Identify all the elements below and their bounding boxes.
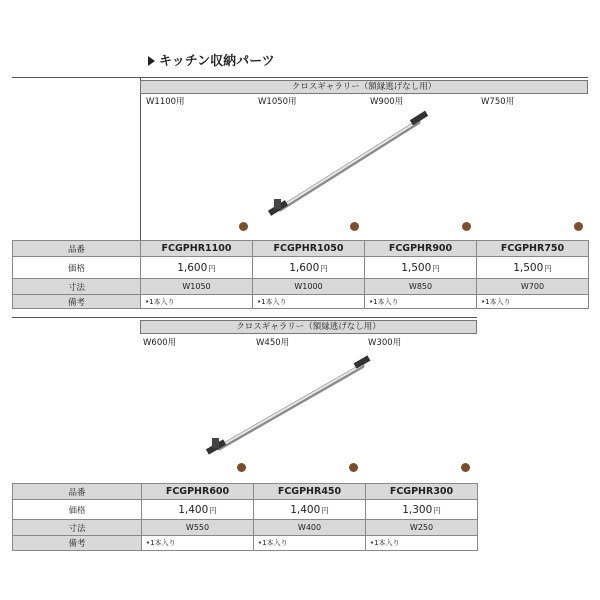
section1-caption: クロスギャラリー（額縁逃げなし用） [140, 80, 588, 94]
color-dot [237, 463, 246, 472]
currency-unit: 円 [544, 263, 552, 273]
table-row [13, 520, 478, 536]
dimension-cell: W250 [366, 520, 478, 536]
price-cell [142, 500, 254, 520]
size-label-w750: W750用 [481, 97, 515, 107]
currency-unit: 円 [433, 505, 441, 515]
currency-unit: 円 [208, 263, 216, 273]
dimension-cell: W850 [365, 279, 477, 295]
note-cell: •1本入り [253, 295, 365, 309]
price-value: 1,300 [402, 503, 433, 516]
section2-spec-table [12, 483, 478, 551]
product-code: FCGPHR600 [142, 484, 254, 500]
note-cell: •1本入り [254, 536, 366, 551]
product-code: FCGPHR1100 [141, 241, 253, 257]
size-label-w600: W600用 [143, 338, 177, 348]
row-label: 品番 [13, 484, 142, 500]
section2-caption: クロスギャラリー（額縁逃げなし用） [140, 320, 477, 334]
dimension-cell: W400 [254, 520, 366, 536]
page-title-text: キッチン収納パーツ [159, 54, 275, 69]
price-value: 1,500 [513, 261, 544, 274]
dimension-cell: W1050 [141, 279, 253, 295]
size-label-w300: W300用 [368, 338, 402, 348]
note-cell: •1本入り [366, 536, 478, 551]
table-row [13, 500, 478, 520]
dimension-cell: W700 [477, 279, 589, 295]
color-dot [349, 463, 358, 472]
dimension-cell: W550 [142, 520, 254, 536]
size-label-w450: W450用 [256, 338, 290, 348]
note-cell: •1本入り [142, 536, 254, 551]
table-row [13, 484, 478, 500]
currency-unit: 円 [321, 505, 329, 515]
size-label-w900: W900用 [370, 97, 404, 107]
table-row [13, 536, 478, 551]
row-label: 価格 [13, 500, 142, 520]
row-label: 寸法 [13, 279, 141, 295]
price-value: 1,600 [289, 261, 320, 274]
color-dot [461, 463, 470, 472]
price-cell [254, 500, 366, 520]
note-cell: •1本入り [477, 295, 589, 309]
size-label-w1050: W1050用 [258, 97, 297, 107]
price-value: 1,500 [401, 261, 432, 274]
price-cell [366, 500, 478, 520]
price-value: 1,400 [178, 503, 209, 516]
product-code: FCGPHR450 [254, 484, 366, 500]
row-label: 品番 [13, 241, 141, 257]
row-label: 備考 [13, 295, 141, 309]
note-cell: •1本入り [141, 295, 253, 309]
price-value: 1,600 [177, 261, 208, 274]
product-code: FCGPHR750 [477, 241, 589, 257]
currency-unit: 円 [432, 263, 440, 273]
product-code: FCGPHR1050 [253, 241, 365, 257]
dimension-cell: W1000 [253, 279, 365, 295]
product-code: FCGPHR300 [366, 484, 478, 500]
price-value: 1,400 [290, 503, 321, 516]
size-label-w1100: W1100用 [146, 97, 185, 107]
currency-unit: 円 [320, 263, 328, 273]
currency-unit: 円 [209, 505, 217, 515]
row-label: 備考 [13, 536, 142, 551]
note-cell: •1本入り [365, 295, 477, 309]
row-label: 価格 [13, 257, 141, 279]
product-code: FCGPHR900 [365, 241, 477, 257]
row-label: 寸法 [13, 520, 142, 536]
